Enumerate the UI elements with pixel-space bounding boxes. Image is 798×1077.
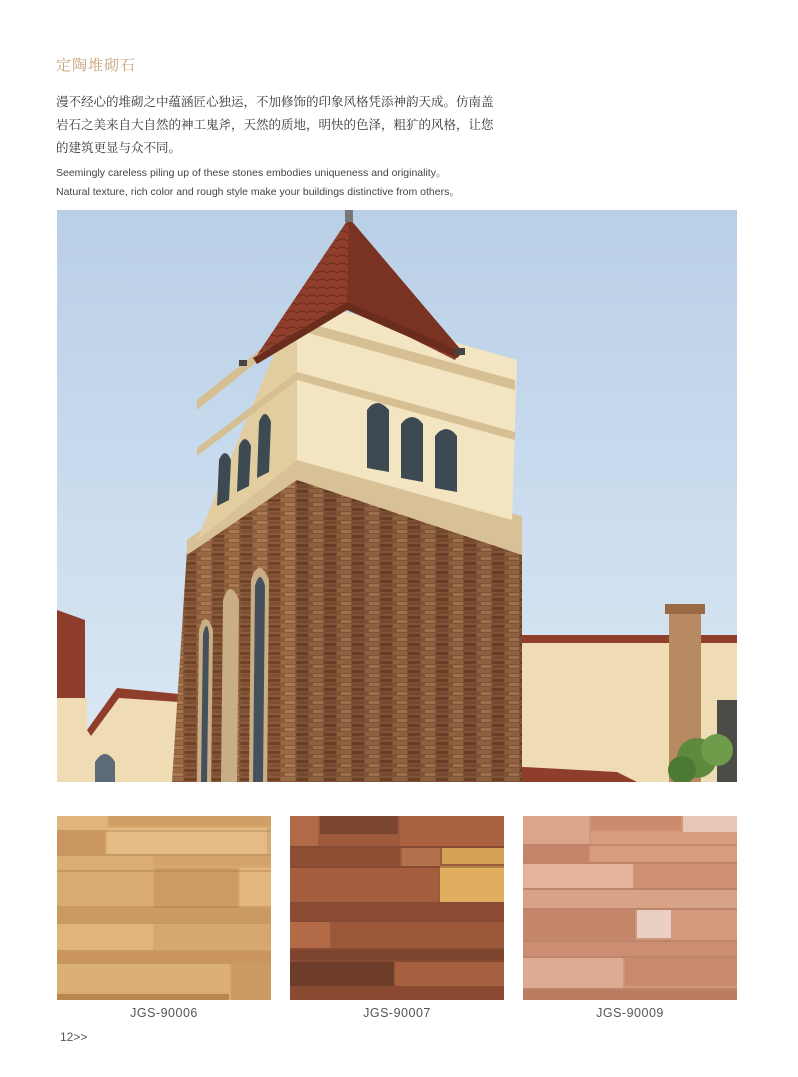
stone-texture: [523, 816, 737, 1000]
english-description: [56, 164, 756, 202]
product-swatch-1: [57, 816, 271, 1000]
stone-texture: [290, 816, 504, 1000]
stone-texture: [57, 816, 271, 1000]
product-swatch-3: [523, 816, 737, 1000]
product-code: JGS-90006: [130, 1006, 198, 1020]
product-swatch-2: [290, 816, 504, 1000]
en-line: Seemingly careless piling up of these stones embodies uniqueness and originality。: [56, 167, 447, 179]
cn-line: 漫不经心的堆砌之中蕴涵匠心独运，不加修饰的印象风格凭添神韵天成。仿南盖: [56, 94, 494, 109]
tower-illustration: [57, 210, 737, 782]
product-code: JGS-90009: [596, 1006, 664, 1020]
chinese-description: [56, 90, 536, 159]
building-photo: [57, 210, 737, 782]
cn-line: 岩石之美来自大自然的神工鬼斧，天然的质地，明快的色泽，粗犷的风格，让您: [56, 117, 494, 132]
cn-line: 的建筑更显与众不同。: [56, 140, 182, 155]
page-number: 12>>: [60, 1030, 88, 1044]
section-title: 定陶堆砌石: [56, 56, 137, 74]
product-code: JGS-90007: [363, 1006, 431, 1020]
en-line: Natural texture, rich color and rough style make your buildings distinctive from others。: [56, 186, 460, 198]
